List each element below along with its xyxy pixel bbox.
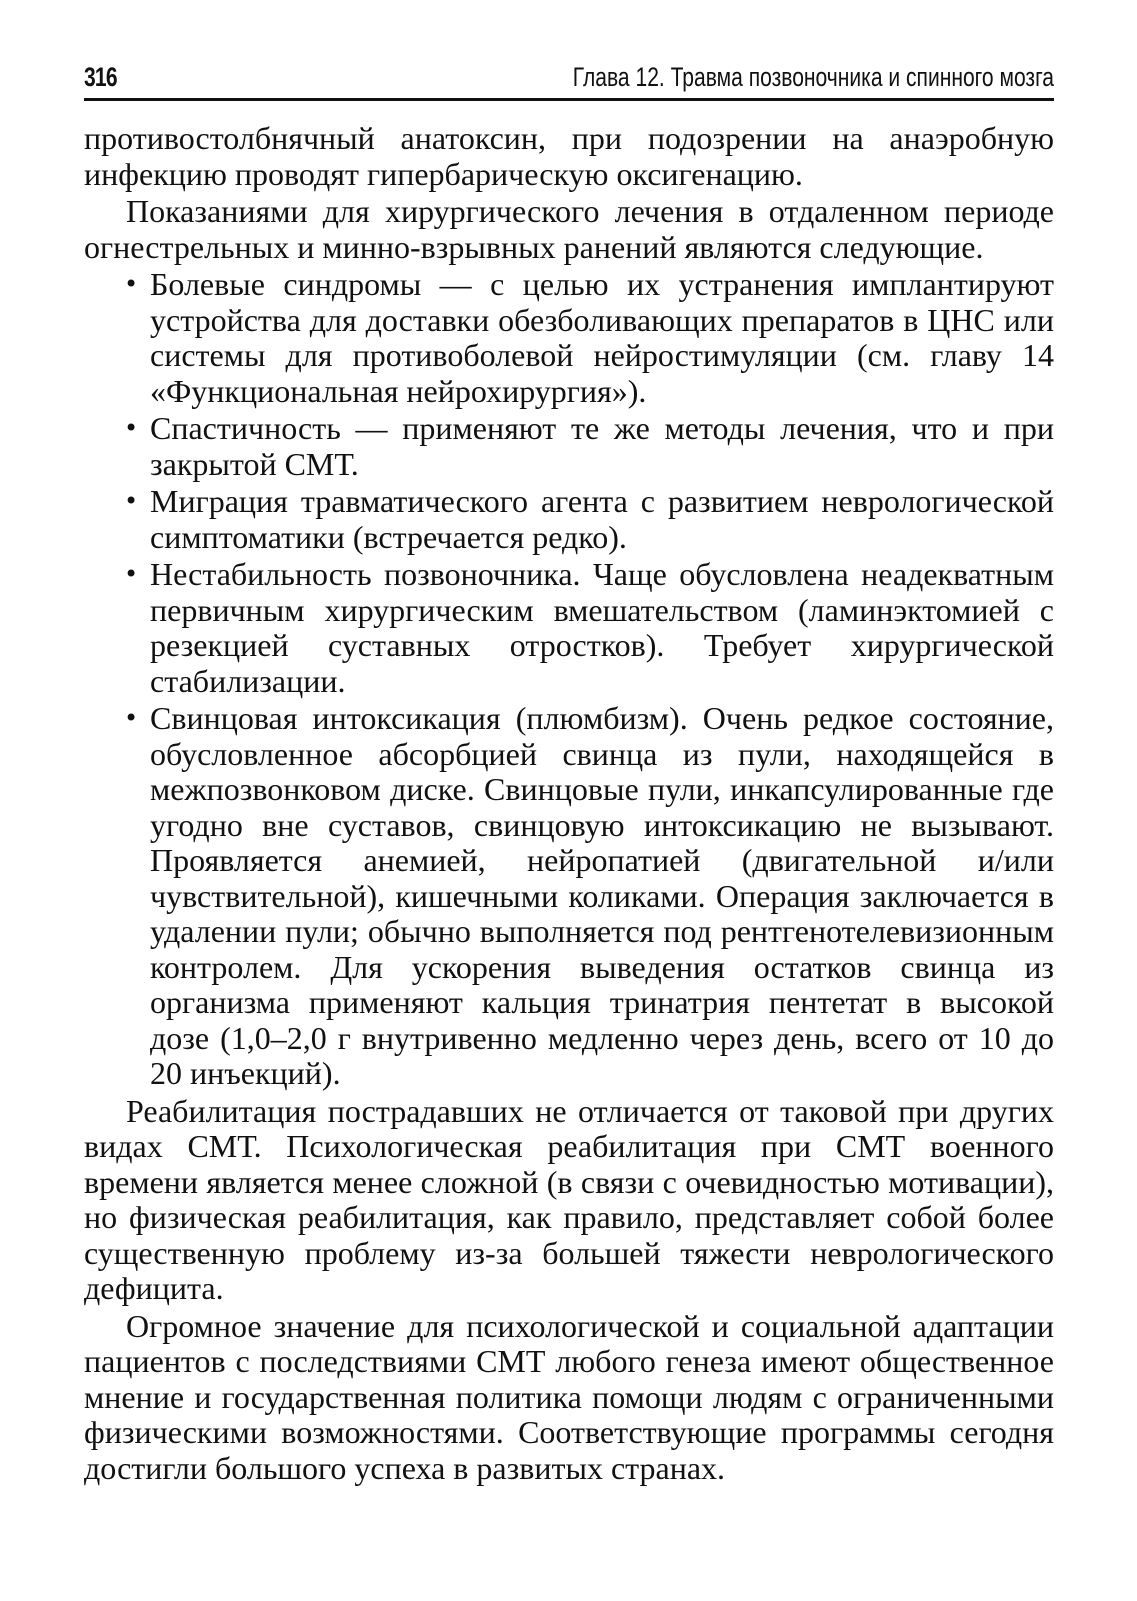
list-item-text: Болевые синдромы — с целью их устранения имплантируют устройства для доставки обезболивающих препаратов в ЦНС или системы для противоболевой нейростимуляции (см. главу 14 «Функциональная нейрохирургия»). <box>150 266 1054 409</box>
bullet-icon: • <box>124 270 139 298</box>
list-item-text: Спастичность — применяют те же методы лечения, что и при закрытой СМТ. <box>150 410 1054 482</box>
bullet-icon: • <box>124 414 139 442</box>
bullet-icon: • <box>124 560 139 588</box>
bullet-icon: • <box>124 704 139 732</box>
page-number: 316 <box>84 62 117 92</box>
intro-paragraph: Показаниями для хирургического лечения в отдаленном периоде огнестрельных и минно-взрывных ранений являются следующие. <box>84 193 1054 265</box>
indications-list <box>84 267 1054 1092</box>
rehabilitation-paragraph: Реабилитация пострадавших не отличается от таковой при других видах СМТ. Психологическая реабилитация при СМТ военного времени является менее сложной (в связи с очевидностью мотивации), но физическая реабилитация, как правило, представляет собой более существенную проблему из-за большей тяжести неврологического дефицита. <box>84 1092 1054 1306</box>
page-body <box>84 121 1054 1488</box>
list-item-pain-syndromes <box>84 267 1054 409</box>
running-head <box>84 58 1054 101</box>
list-item-lead-intoxication <box>84 701 1054 1092</box>
chapter-title: Глава 12. Травма позвоночника и спинного мозга <box>572 62 1054 92</box>
list-item-instability <box>84 557 1054 699</box>
list-item-text: Свинцовая интоксикация (плюмбизм). Очень редкое состояние, обусловленное абсорбцией свинца из пули, находящейся в межпозвонковом диске. Свинцовые пули, инкапсулированные где угодно вне суставов, свинцовую интоксикацию не вызывают. Проявляется анемией, нейропатией (двигательной и/или чувствительной), кишечными коликами. Операция заключается в удалении пули; обычно выполняется под рентгенотелевизионным контролем. Для ускорения выведения остатков свинца из организма применяют кальция тринатрия пентетат в высокой дозе (1,0–2,0 г внутривенно медленно через день, всего от 10 до 20 инъекций). <box>150 700 1054 1091</box>
bullet-icon: • <box>124 487 139 515</box>
continued-paragraph: противостолбнячный анатоксин, при подозрении на анаэробную инфекцию проводят гипербарическую оксигенацию. <box>84 120 1054 192</box>
list-item-text: Миграция травматического агента с развитием неврологической симптоматики (встречается редко). <box>150 483 1054 555</box>
final-paragraph: Огромное значение для психологической и социальной адаптации пациентов с последствиями СМТ любого генеза имеют общественное мнение и государственная политика помощи людям с ограниченными физическими возможностями. Соответствующие программы сегодня достигли большого успеха в развитых странах. <box>84 1307 1054 1486</box>
list-item-text: Нестабильность позвоночника. Чаще обусловлена неадекватным первичным хирургическим вмешательством (ламинэктомией с резекцией суставных отростков). Требует хирургической стабилизации. <box>150 556 1054 699</box>
list-item-migration <box>84 484 1054 555</box>
list-item-spasticity <box>84 411 1054 482</box>
